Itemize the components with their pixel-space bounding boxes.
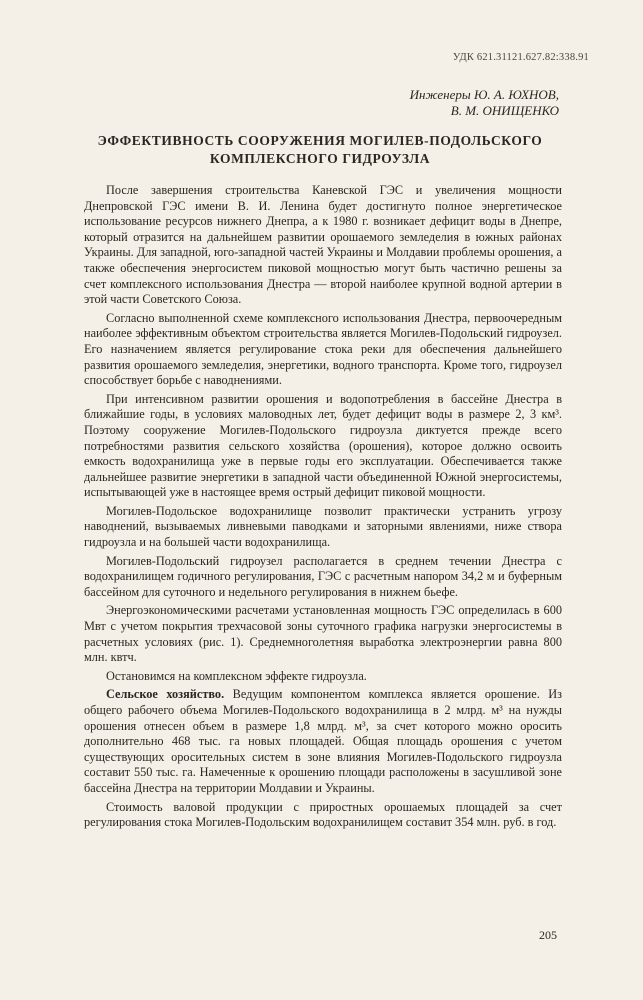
paragraph-last: Стоимость валовой продукции с приростных орошаемых площадей за счет регулирования стока Могилев-Подольским водохранилищем составит 354 млн. руб. в год. bbox=[84, 799, 562, 830]
page-number: 205 bbox=[539, 928, 557, 942]
udc-code: УДК 621.31121.627.82:338.91 bbox=[452, 52, 589, 63]
article-title bbox=[70, 132, 570, 168]
article-body bbox=[84, 183, 562, 834]
paragraph-2: Согласно выполненной схеме комплексного использования Днестра, первоочередным наиболее эффективным объектом строительства является Могилев-Подольский гидроузел. Его назначением является регулирование стока реки для обеспечения дальнейшего развития орошаемого земледелия, энергетики, водного транспорта. Кроме того, гидроузел способствует борьбе с наводнениями. bbox=[84, 310, 562, 388]
title-line-2: КОМПЛЕКСНОГО ГИДРОУЗЛА bbox=[209, 151, 431, 166]
author-line-1: Инженеры Ю. А. ЮХНОВ, bbox=[409, 87, 559, 102]
paragraph-7: Остановимся на комплексном эффекте гидроузла. bbox=[106, 668, 367, 683]
paragraph-agriculture bbox=[84, 687, 562, 796]
author-line-2: В. М. ОНИЩЕНКО bbox=[450, 103, 559, 118]
paragraph-3: При интенсивном развитии орошения и водопотребления в бассейне Днестра в ближайшие годы, в условиях маловодных лет, будет дефицит воды в размере 2, 3 км³. Поэтому сооружение Могилев-Подольского гидроузла диктуется прежде всего потребностями развития сельского хозяйства (орошения), которое должно освоить емкость водохранилища уже в первые годы его эксплуатации. Обеспечивается также дальнейшее развитие энергетики в западной части объединенной Южной энергосистемы, испытывающей уже в настоящее время острый дефицит пиковой мощности. bbox=[84, 391, 562, 500]
agriculture-text: Ведущим компонентом комплекса является орошение. Из общего рабочего объема Могилев-Подольского водохранилища в 2 млрд. м³ на нужды орошения отнесен объем в размере 1,8 млрд. м³, за счет которого можно оросить дополнительно 468 тыс. га новых площадей. Общая площадь орошения с учетом существующих оросительных систем в зоне влияния Могилев-Подольского гидроузла составит 550 тыс. га. Намеченные к орошению площади расположены в засушливой зоне бассейна Днестра на территории Молдавии и Украины. bbox=[84, 687, 562, 795]
authors bbox=[410, 87, 559, 119]
paragraph-6: Энергоэкономическими расчетами установленная мощность ГЭС определилась в 600 Мвт с учетом покрытия трехчасовой зоны суточного графика нагрузки энергосистемы в расчетных условиях (рис. 1). Среднемноголетняя выработка электроэнергии равна 800 млн. квтч. bbox=[84, 603, 562, 665]
paragraph-1: После завершения строительства Каневской ГЭС и увеличения мощности Днепровской ГЭС имени В. И. Ленина будет достигнуто полное энергетическое использование ресурсов нижнего Днепра, а к 1980 г. возникает дефицит воды в Днепре, который отразится на дальнейшем развитии орошаемого земледелия в южных районах Украины. Для западной, юго-западной частей Украины и Молдавии проблемы орошения, а также обеспечения энергосистем пиковой мощностью могут быть частично решены за счет комплексного использования Днестра — второй наиболее крупной водной артерии в этой части Советского Союза. bbox=[84, 183, 562, 307]
title-line-1: ЭФФЕКТИВНОСТЬ СООРУЖЕНИЯ МОГИЛЕВ-ПОДОЛЬСКОГО bbox=[97, 133, 543, 148]
paragraph-4: Могилев-Подольское водохранилище позволит практически устранить угрозу наводнений, вызываемых ливневыми паводками и заторными явлениями, ниже створа гидроузла и на большей части водохранилища. bbox=[84, 503, 562, 550]
paragraph-5: Могилев-Подольский гидроузел располагается в среднем течении Днестра с водохранилищем годичного регулирования, ГЭС с расчетным напором 34,2 м и буферным бассейном для суточного и недельного регулирования в нижнем бьефе. bbox=[84, 553, 562, 599]
section-lead-agriculture: Сельское хозяйство. bbox=[106, 687, 225, 702]
